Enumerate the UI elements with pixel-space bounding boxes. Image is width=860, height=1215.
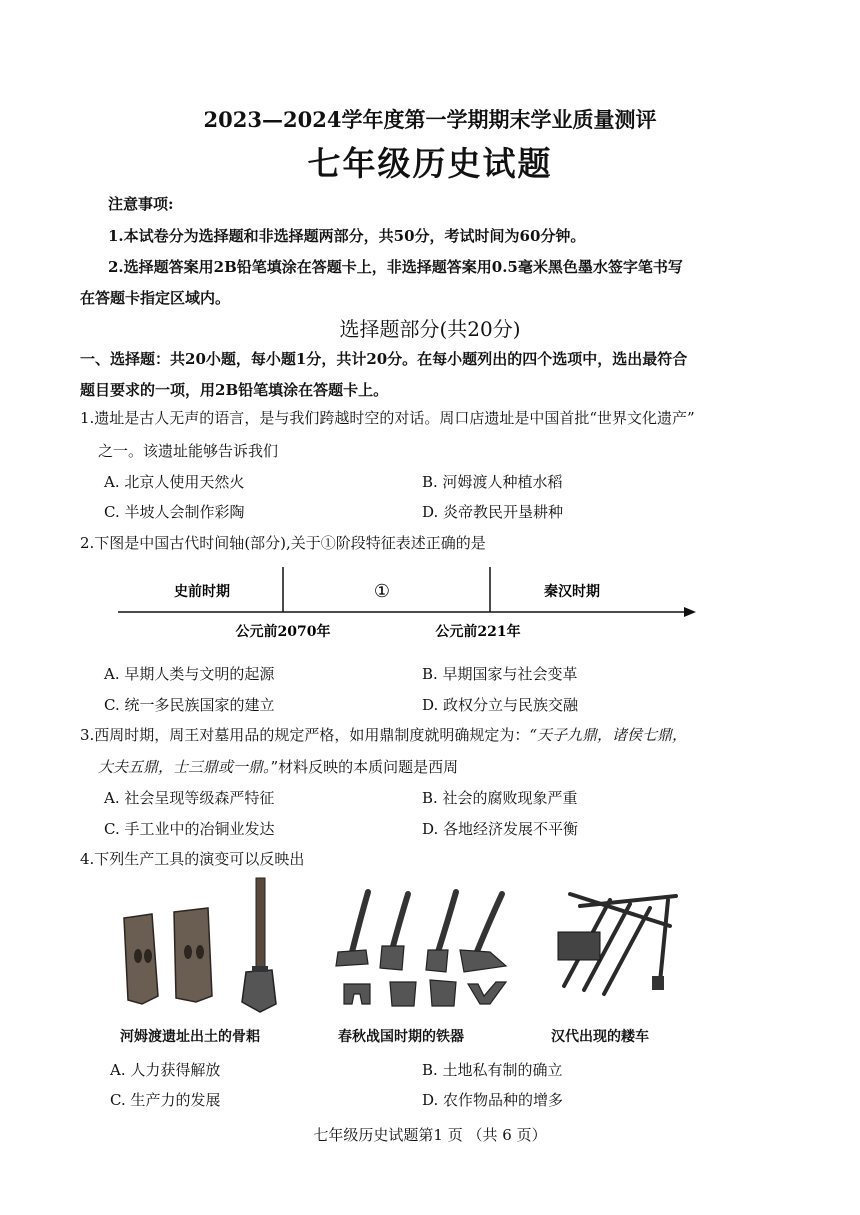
question-3-option-d[interactable]: D. 各地经济发展不平衡 bbox=[422, 820, 579, 838]
iron-plough-icon bbox=[460, 950, 506, 972]
iron-tools-illustration bbox=[330, 880, 530, 1018]
timeline-diagram bbox=[110, 562, 710, 644]
question-3-quote: “天子九鼎，诸侯七鼎， bbox=[529, 726, 687, 744]
timeline-mark-221bc: 公元前221年 bbox=[435, 624, 521, 640]
question-3-stem bbox=[80, 724, 687, 745]
page-footer: 七年级历史试题第1 页 （共 6 页） bbox=[313, 1126, 547, 1144]
question-2-option-c[interactable]: C. 统一多民族国家的建立 bbox=[104, 696, 275, 714]
timeline-segment-marker: ① bbox=[373, 581, 391, 602]
timeline-segment-qinhan: 秦汉时期 bbox=[544, 584, 600, 600]
question-1-option-d[interactable]: D. 炎帝教民开垦耕种 bbox=[422, 503, 564, 521]
iron-axe-icon bbox=[380, 946, 404, 970]
tool-handle bbox=[438, 892, 456, 952]
section-title: 选择题部分(共20分) bbox=[339, 317, 521, 341]
question-1-option-a[interactable]: A. 北京人使用天然火 bbox=[104, 473, 245, 491]
tool-handle bbox=[392, 894, 408, 950]
question-4-option-a[interactable]: A. 人力获得解放 bbox=[110, 1061, 221, 1079]
question-1-option-c[interactable]: C. 半坡人会制作彩陶 bbox=[104, 503, 245, 521]
question-2-option-a[interactable]: A. 早期人类与文明的起源 bbox=[104, 665, 275, 683]
question-4-stem: 4.下列生产工具的演变可以反映出 bbox=[80, 850, 305, 868]
iron-hoe-icon bbox=[336, 950, 368, 966]
hafted-spade-icon bbox=[242, 878, 276, 1012]
question-2-stem: 2.下图是中国古代时间轴(部分),关于①阶段特征表述正确的是 bbox=[80, 534, 486, 552]
tool-handle bbox=[476, 894, 502, 954]
caption-bone-spade: 河姆渡遗址出土的骨耜 bbox=[120, 1029, 260, 1045]
timeline-arrow bbox=[684, 607, 696, 617]
iron-share-icon bbox=[468, 982, 506, 1004]
tool-handle bbox=[352, 892, 368, 952]
question-1-stem: 之一。该遗址能够告诉我们 bbox=[98, 442, 279, 460]
weight-icon bbox=[652, 976, 664, 990]
question-3-quote: 大夫五鼎，士三鼎或一鼎。 bbox=[98, 758, 271, 776]
question-2-option-d[interactable]: D. 政权分立与民族交融 bbox=[422, 696, 579, 714]
seed-drill-illustration bbox=[540, 886, 680, 1006]
timeline-mark-2070bc: 公元前2070年 bbox=[235, 624, 331, 640]
question-3-stem-text: 3.西周时期，周王对墓用品的规定严格，如用鼎制度就明确规定为： bbox=[80, 726, 530, 744]
iron-blade-icon bbox=[344, 984, 370, 1004]
question-3-stem-text: ”材料反映的本质问题是西周 bbox=[270, 758, 459, 776]
question-1-stem: 1.遗址是古人无声的语言，是与我们跨越时空的对话。周口店遗址是中国首批“世界文化遗产” bbox=[80, 409, 695, 427]
bone-spade-icon bbox=[174, 908, 212, 1002]
question-3-option-c[interactable]: C. 手工业中的冶铜业发达 bbox=[104, 820, 275, 838]
section-instruction: 题目要求的一项，用2B铅笔填涂在答题卡上。 bbox=[80, 381, 389, 399]
question-4-option-b[interactable]: B. 土地私有制的确立 bbox=[422, 1061, 563, 1079]
notes-heading: 注意事项: bbox=[108, 195, 174, 213]
question-3-stem bbox=[98, 756, 458, 777]
section-instruction: 一、选择题：共20小题，每小题1分，共计20分。在每小题列出的四个选项中，选出最符合 bbox=[80, 350, 688, 368]
seed-box-icon bbox=[558, 932, 600, 960]
question-4-option-c[interactable]: C. 生产力的发展 bbox=[110, 1091, 221, 1109]
question-4-option-d[interactable]: D. 农作物品种的增多 bbox=[422, 1091, 564, 1109]
note-item: 在答题卡指定区域内。 bbox=[80, 289, 231, 307]
exam-subtitle: 七年级历史试题 bbox=[307, 144, 553, 183]
timeline-segment-prehistoric: 史前时期 bbox=[174, 584, 230, 600]
note-item: 2.选择题答案用2B铅笔填涂在答题卡上，非选择题答案用0.5毫米黑色墨水签字笔书写 bbox=[108, 258, 683, 276]
bone-spade-illustration bbox=[112, 876, 300, 1016]
note-item: 1.本试卷分为选择题和非选择题两部分，共50分，考试时间为60分钟。 bbox=[108, 227, 586, 245]
caption-seed-drill: 汉代出现的耧车 bbox=[551, 1029, 649, 1045]
caption-iron-tools: 春秋战国时期的铁器 bbox=[338, 1029, 464, 1045]
question-3-option-b[interactable]: B. 社会的腐败现象严重 bbox=[422, 789, 578, 807]
iron-spade-icon bbox=[426, 950, 448, 972]
question-2-option-b[interactable]: B. 早期国家与社会变革 bbox=[422, 665, 578, 683]
iron-blade-icon bbox=[390, 982, 416, 1006]
iron-blade-icon bbox=[430, 980, 456, 1006]
question-1-option-b[interactable]: B. 河姆渡人种植水稻 bbox=[422, 473, 563, 491]
exam-title: 2023—2024学年度第一学期期末学业质量测评 bbox=[203, 107, 657, 132]
question-3-option-a[interactable]: A. 社会呈现等级森严特征 bbox=[104, 789, 275, 807]
